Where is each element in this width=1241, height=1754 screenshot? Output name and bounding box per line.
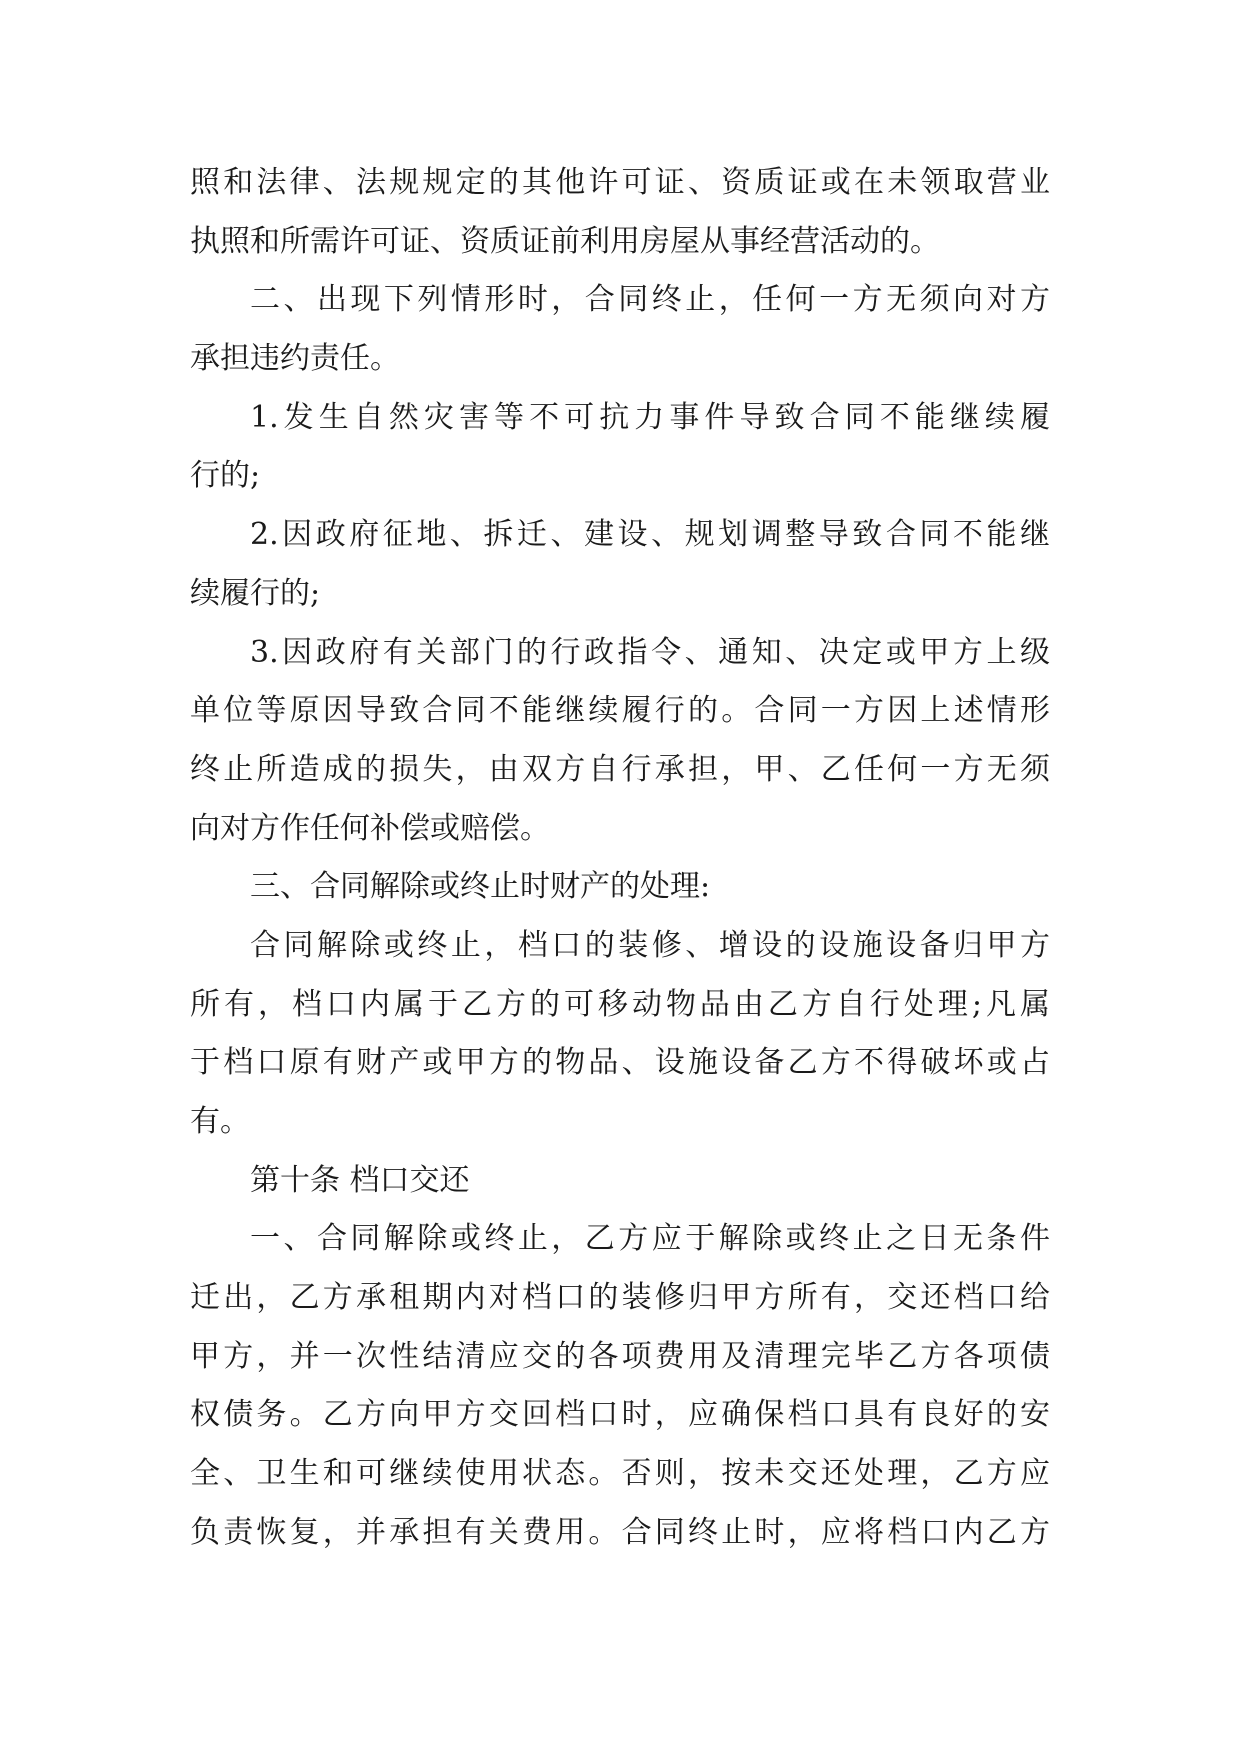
- text-line: 有。: [190, 1104, 250, 1139]
- text-line: 全、卫生和可继续使用状态。否则，按未交还处理，乙方应: [190, 1456, 1050, 1492]
- text-line: 三、合同解除或终止时财产的处理:: [250, 869, 711, 905]
- text-line: 终止所造成的损失，由双方自行承担，甲、乙任何一方无须: [190, 751, 1050, 787]
- text-line: 1.发生自然灾害等不可抗力事件导致合同不能继续履: [250, 399, 1050, 435]
- text-line: 二、出现下列情形时，合同终止，任何一方无须向对方: [250, 282, 1050, 318]
- contract-body-text: [190, 154, 1050, 1563]
- text-line: 行的;: [190, 458, 261, 494]
- text-line: 负责恢复，并承担有关费用。合同终止时，应将档口内乙方: [190, 1514, 1050, 1550]
- text-line: 3.因政府有关部门的行政指令、通知、决定或甲方上级: [250, 634, 1050, 670]
- text-line: 2.因政府征地、拆迁、建设、规划调整导致合同不能继: [250, 517, 1050, 553]
- text-line: 甲方，并一次性结清应交的各项费用及清理完毕乙方各项债: [190, 1338, 1050, 1374]
- text-line: 承担违约责任。: [190, 341, 400, 377]
- text-line: 权债务。乙方向甲方交回档口时，应确保档口具有良好的安: [190, 1397, 1050, 1433]
- text-line: 于档口原有财产或甲方的物品、设施设备乙方不得破坏或占: [190, 1045, 1050, 1081]
- text-line: 合同解除或终止，档口的装修、增设的设施设备归甲方: [250, 927, 1050, 963]
- text-line: 所有，档口内属于乙方的可移动物品由乙方自行处理;凡属: [190, 986, 1050, 1022]
- text-line: 第十条 档口交还: [250, 1162, 470, 1198]
- text-line: 一、合同解除或终止，乙方应于解除或终止之日无条件: [250, 1221, 1050, 1257]
- text-line: 单位等原因导致合同不能继续履行的。合同一方因上述情形: [190, 693, 1050, 729]
- text-line: 续履行的;: [190, 575, 321, 611]
- text-line: 执照和所需许可证、资质证前利用房屋从事经营活动的。: [190, 223, 940, 259]
- text-line: 迁出，乙方承租期内对档口的装修归甲方所有，交还档口给: [190, 1280, 1050, 1316]
- text-line: 向对方作任何补偿或赔偿。: [190, 810, 550, 846]
- text-line: 照和法律、法规规定的其他许可证、资质证或在未领取营业: [190, 165, 1050, 200]
